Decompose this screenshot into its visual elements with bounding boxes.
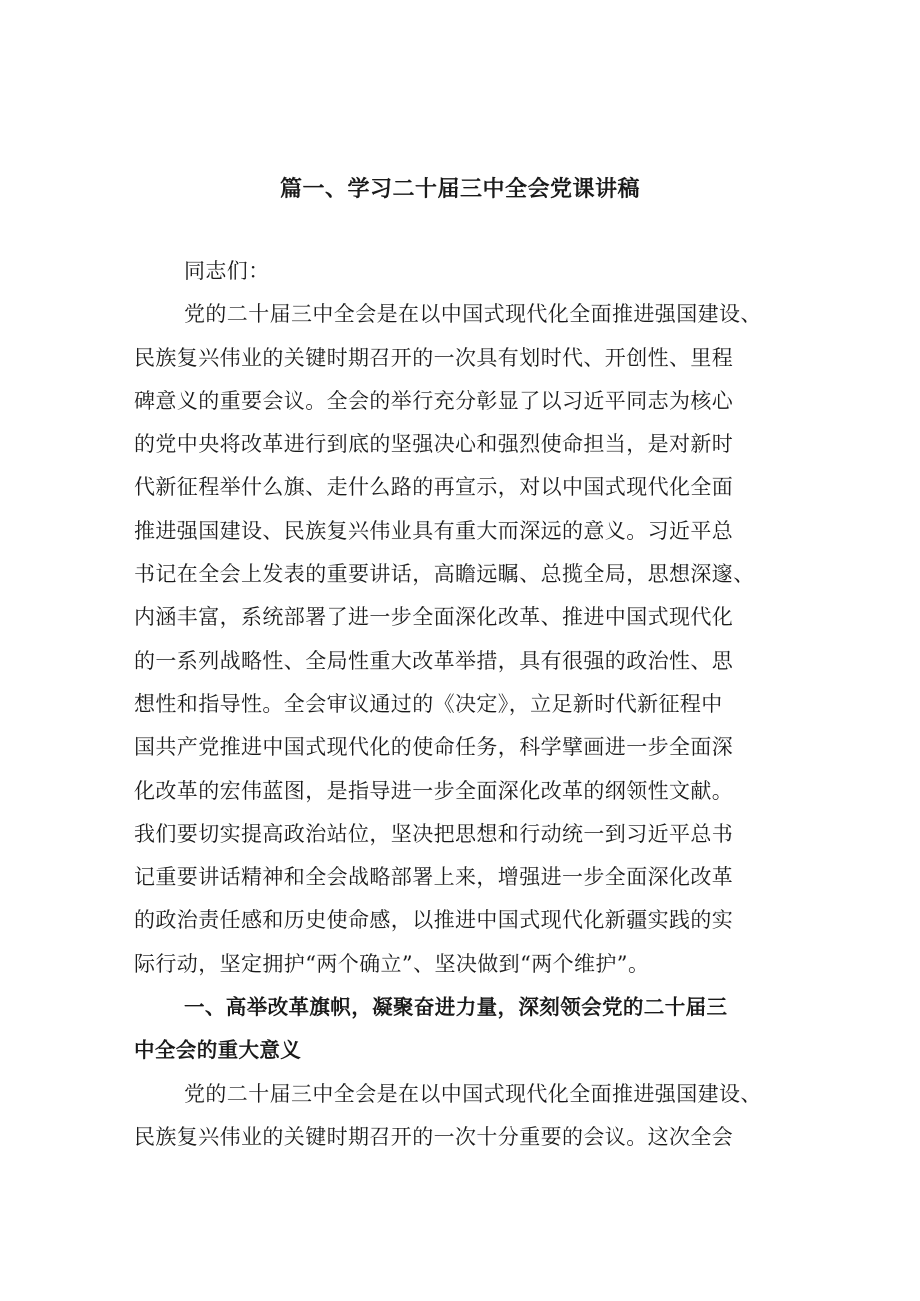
paragraph-line: 推进强国建设、民族复兴伟业具有重大而深远的意义。习近平总: [134, 518, 734, 543]
document-body: [134, 250, 794, 1159]
heading-line: 一、高举改革旗帜，凝聚奋进力量，深刻领会党的二十届三: [184, 995, 728, 1020]
paragraph-line: 民族复兴伟业的关键时期召开的一次具有划时代、开创性、里程: [134, 345, 734, 370]
paragraph-line: 碑意义的重要会议。全会的举行充分彰显了以习近平同志为核心: [134, 388, 734, 413]
paragraph-line: 党的二十届三中全会是在以中国式现代化全面推进强国建设、: [184, 1081, 762, 1106]
paragraph-line: 化改革的宏伟蓝图，是指导进一步全面深化改革的纲领性文献。: [134, 778, 734, 803]
paragraph-2: [134, 1073, 794, 1160]
paragraph-line: 的党中央将改革进行到底的坚强决心和强烈使命担当，是对新时: [134, 432, 734, 457]
section-heading-1: [134, 986, 794, 1073]
greeting: 同志们：: [184, 259, 270, 283]
paragraph-line: 民族复兴伟业的关键时期召开的一次十分重要的会议。这次全会: [134, 1124, 734, 1149]
paragraph-line: 想性和指导性。全会审议通过的《决定》，立足新时代新征程中: [134, 691, 723, 716]
paragraph-line: 的一系列战略性、全局性重大改革举措，具有很强的政治性、思: [134, 648, 734, 673]
paragraph-line: 我们要切实提高政治站位，坚决把思想和行动统一到习近平总书: [134, 821, 734, 846]
heading-line: 中全会的重大意义: [134, 1038, 302, 1063]
paragraph-line: 党的二十届三中全会是在以中国式现代化全面推进强国建设、: [184, 302, 762, 327]
paragraph-line: 国共产党推进中国式现代化的使命任务，科学擘画进一步全面深: [134, 735, 734, 760]
paragraph-1: [134, 293, 794, 986]
paragraph-line: 的政治责任感和历史使命感，以推进中国式现代化新疆实践的实: [134, 908, 734, 933]
document-title: 篇一、学习二十届三中全会党课讲稿: [279, 177, 640, 202]
paragraph-line: 内涵丰富，系统部署了进一步全面深化改革、推进中国式现代化: [134, 605, 734, 630]
paragraph-line: 书记在全会上发表的重要讲话，高瞻远瞩、总揽全局，思想深邃、: [134, 562, 755, 587]
paragraph-line: 记重要讲话精神和全会战略部署上来，增强进一步全面深化改革: [134, 865, 734, 890]
paragraph-line: 代新征程举什么旗、走什么路的再宣示，对以中国式现代化全面: [134, 475, 734, 500]
paragraph-line: 际行动，坚定拥护“两个确立”、坚决做到“两个维护”。: [134, 951, 650, 976]
